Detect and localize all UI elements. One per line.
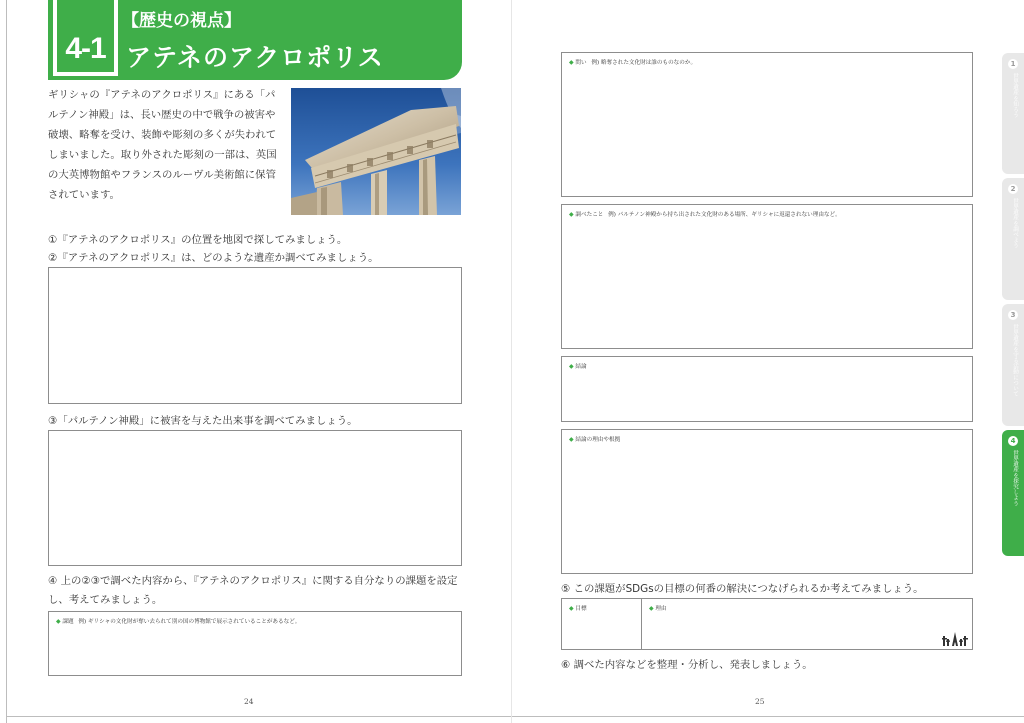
goal-reason-label-row — [649, 604, 667, 612]
research-label-row — [569, 210, 841, 218]
answer-box-2[interactable] — [48, 267, 462, 404]
page-edge-left — [6, 0, 7, 723]
research-box[interactable] — [561, 204, 973, 349]
chapter-tab-1[interactable] — [1002, 53, 1024, 174]
chapter-tab-1-label: 世界遺産を知ろう — [1012, 73, 1018, 118]
question-5: ⑤ この課題がSDGsの目標の何番の解決につなげられるか考えてみましょう。 — [561, 583, 924, 595]
conclusion-box[interactable] — [561, 356, 973, 422]
section-title: アテネのアクロポリス — [126, 43, 384, 72]
chapter-tab-2-label: 世界遺産を調べよう — [1012, 198, 1018, 249]
question-3: ③「パルテノン神殿」に被害を与えた出来事を調べてみましょう。 — [48, 415, 358, 427]
research-example: 例) パルテノン神殿から持ち出された文化財のある場所、ギリシャに返還されない理由など。 — [608, 212, 841, 218]
chapter-tab-1-number: 1 — [1008, 59, 1018, 69]
question-4: ④ 上の②③で調べた内容から、『アテネのアクロポリス』に関する自分なりの課題を設定し、考えてみましょう。 — [48, 575, 458, 606]
diamond-icon: ◆ — [569, 436, 574, 443]
sdgs-box-divider — [641, 599, 642, 649]
goal-label: 目標 — [575, 606, 587, 612]
goal-label-row — [569, 604, 587, 612]
publisher-logo — [942, 630, 968, 646]
diamond-icon: ◆ — [569, 59, 574, 66]
sdgs-box[interactable] — [561, 598, 973, 650]
question-box[interactable] — [561, 52, 973, 197]
reason-label: 結論の理由や根拠 — [575, 437, 621, 443]
page-edge-bottom — [6, 716, 1024, 717]
chapter-tab-4-label: 世界遺産を探究しよう — [1012, 450, 1018, 506]
diamond-icon: ◆ — [649, 605, 654, 612]
conclusion-label: 結論 — [575, 364, 587, 370]
question-example: 例) 略奪された文化財は誰のものなのか。 — [591, 60, 697, 66]
chapter-tab-2[interactable] — [1002, 178, 1024, 300]
chapter-tab-3-label: 世界遺産を守る活動について — [1012, 324, 1018, 397]
page-gutter — [511, 0, 512, 723]
page-number-right: 25 — [755, 697, 765, 706]
chapter-tab-3-number: 3 — [1008, 310, 1018, 320]
research-label: 調べたこと — [575, 212, 604, 218]
issue-box[interactable] — [48, 611, 462, 676]
question-1: ①『アテネのアクロポリス』の位置を地図で探してみましょう。 — [48, 234, 348, 246]
question-label: 問い — [575, 60, 587, 66]
diamond-icon: ◆ — [569, 363, 574, 370]
issue-example: 例) ギリシャの文化財が奪い去られて別の国の博物館で展示されていることがあるなど。 — [78, 619, 301, 625]
reason-label-row — [569, 435, 620, 443]
intro-text: ギリシャの『アテネのアクロポリス』にある「パルテノン神殿」は、長い歴史の中で戦争の被害や破壊、略奪を受け、装飾や彫刻の多くが失われてしまいました。取り外された彫刻の一部は、英国の大英博物館やフランスのルーヴル美術館に保管されています。 — [48, 89, 277, 201]
chapter-tab-3[interactable] — [1002, 304, 1024, 426]
issue-label-row — [56, 617, 300, 625]
section-number: 4-1 — [65, 32, 106, 65]
chapter-tab-4[interactable] — [1002, 430, 1024, 556]
diamond-icon: ◆ — [569, 605, 574, 612]
goal-reason-label: 理由 — [655, 606, 667, 612]
issue-label: 課題 — [62, 619, 74, 625]
page-number-left: 24 — [244, 697, 254, 706]
diamond-icon: ◆ — [56, 618, 61, 625]
answer-box-3[interactable] — [48, 430, 462, 566]
chapter-tab-4-number: 4 — [1008, 436, 1018, 446]
question-label-row — [569, 58, 696, 66]
reason-box[interactable] — [561, 429, 973, 574]
chapter-tab-2-number: 2 — [1008, 184, 1018, 194]
question-6: ⑥ 調べた内容などを整理・分析し、発表しましょう。 — [561, 659, 813, 671]
conclusion-label-row — [569, 362, 587, 370]
parthenon-photo — [291, 88, 461, 215]
diamond-icon: ◆ — [569, 211, 574, 218]
section-category: 【歴史の視点】 — [122, 11, 241, 31]
question-2: ②『アテネのアクロポリス』は、どのような遺産か調べてみましょう。 — [48, 252, 379, 264]
